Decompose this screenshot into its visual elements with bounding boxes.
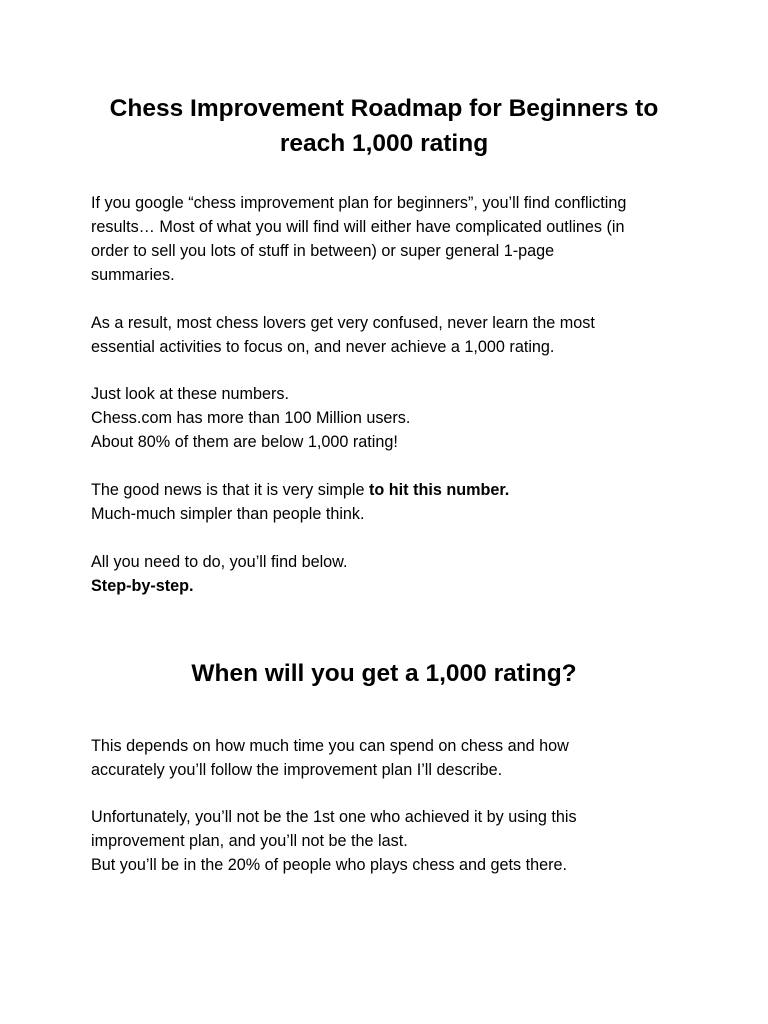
intro-paragraph-4	[91, 478, 691, 526]
text-bold: Step-by-step.	[91, 577, 194, 595]
text-line: order to sell you lots of stuff in between) or super general 1-page	[91, 242, 555, 260]
text-line: Chess.com has more than 100 Million users.	[91, 409, 411, 427]
text-line: summaries.	[91, 266, 175, 284]
text-line: If you google “chess improvement plan for beginners”, you’ll find conflicting	[91, 194, 627, 212]
section-heading: When will you get a 1,000 rating?	[191, 660, 577, 687]
text-line: As a result, most chess lovers get very confused, never learn the most	[91, 314, 595, 332]
text-line: Much-much simpler than people think.	[91, 505, 365, 523]
intro-paragraph-5	[91, 550, 691, 598]
text-line: This depends on how much time you can spend on chess and how	[91, 737, 569, 755]
text-line: essential activities to focus on, and never achieve a 1,000 rating.	[91, 338, 555, 356]
intro-paragraph-3	[91, 382, 691, 454]
section-paragraph-2	[91, 805, 691, 877]
text-line: Just look at these numbers.	[91, 385, 289, 403]
text-line	[91, 478, 691, 502]
text-regular: The good news is that it is very simple	[91, 481, 370, 499]
title-line: reach 1,000 rating	[279, 130, 489, 157]
text-bold: to hit this number.	[369, 481, 510, 499]
title-line: Chess Improvement Roadmap for Beginners to	[109, 95, 659, 122]
text-line: improvement plan, and you’ll not be the last.	[91, 832, 408, 850]
text-line: Unfortunately, you’ll not be the 1st one who achieved it by using this	[91, 808, 577, 826]
intro-paragraph-1	[91, 191, 691, 287]
intro-paragraph-2	[91, 311, 691, 359]
text-line: results… Most of what you will find will either have complicated outlines (in	[91, 218, 625, 236]
text-line: All you need to do, you’ll find below.	[91, 553, 348, 571]
text-line: But you’ll be in the 20% of people who plays chess and gets there.	[91, 856, 568, 874]
document-title	[60, 91, 708, 161]
text-line: About 80% of them are below 1,000 rating!	[91, 433, 398, 451]
section-paragraph-1	[91, 734, 691, 782]
text-line: accurately you’ll follow the improvement plan I’ll describe.	[91, 761, 503, 779]
